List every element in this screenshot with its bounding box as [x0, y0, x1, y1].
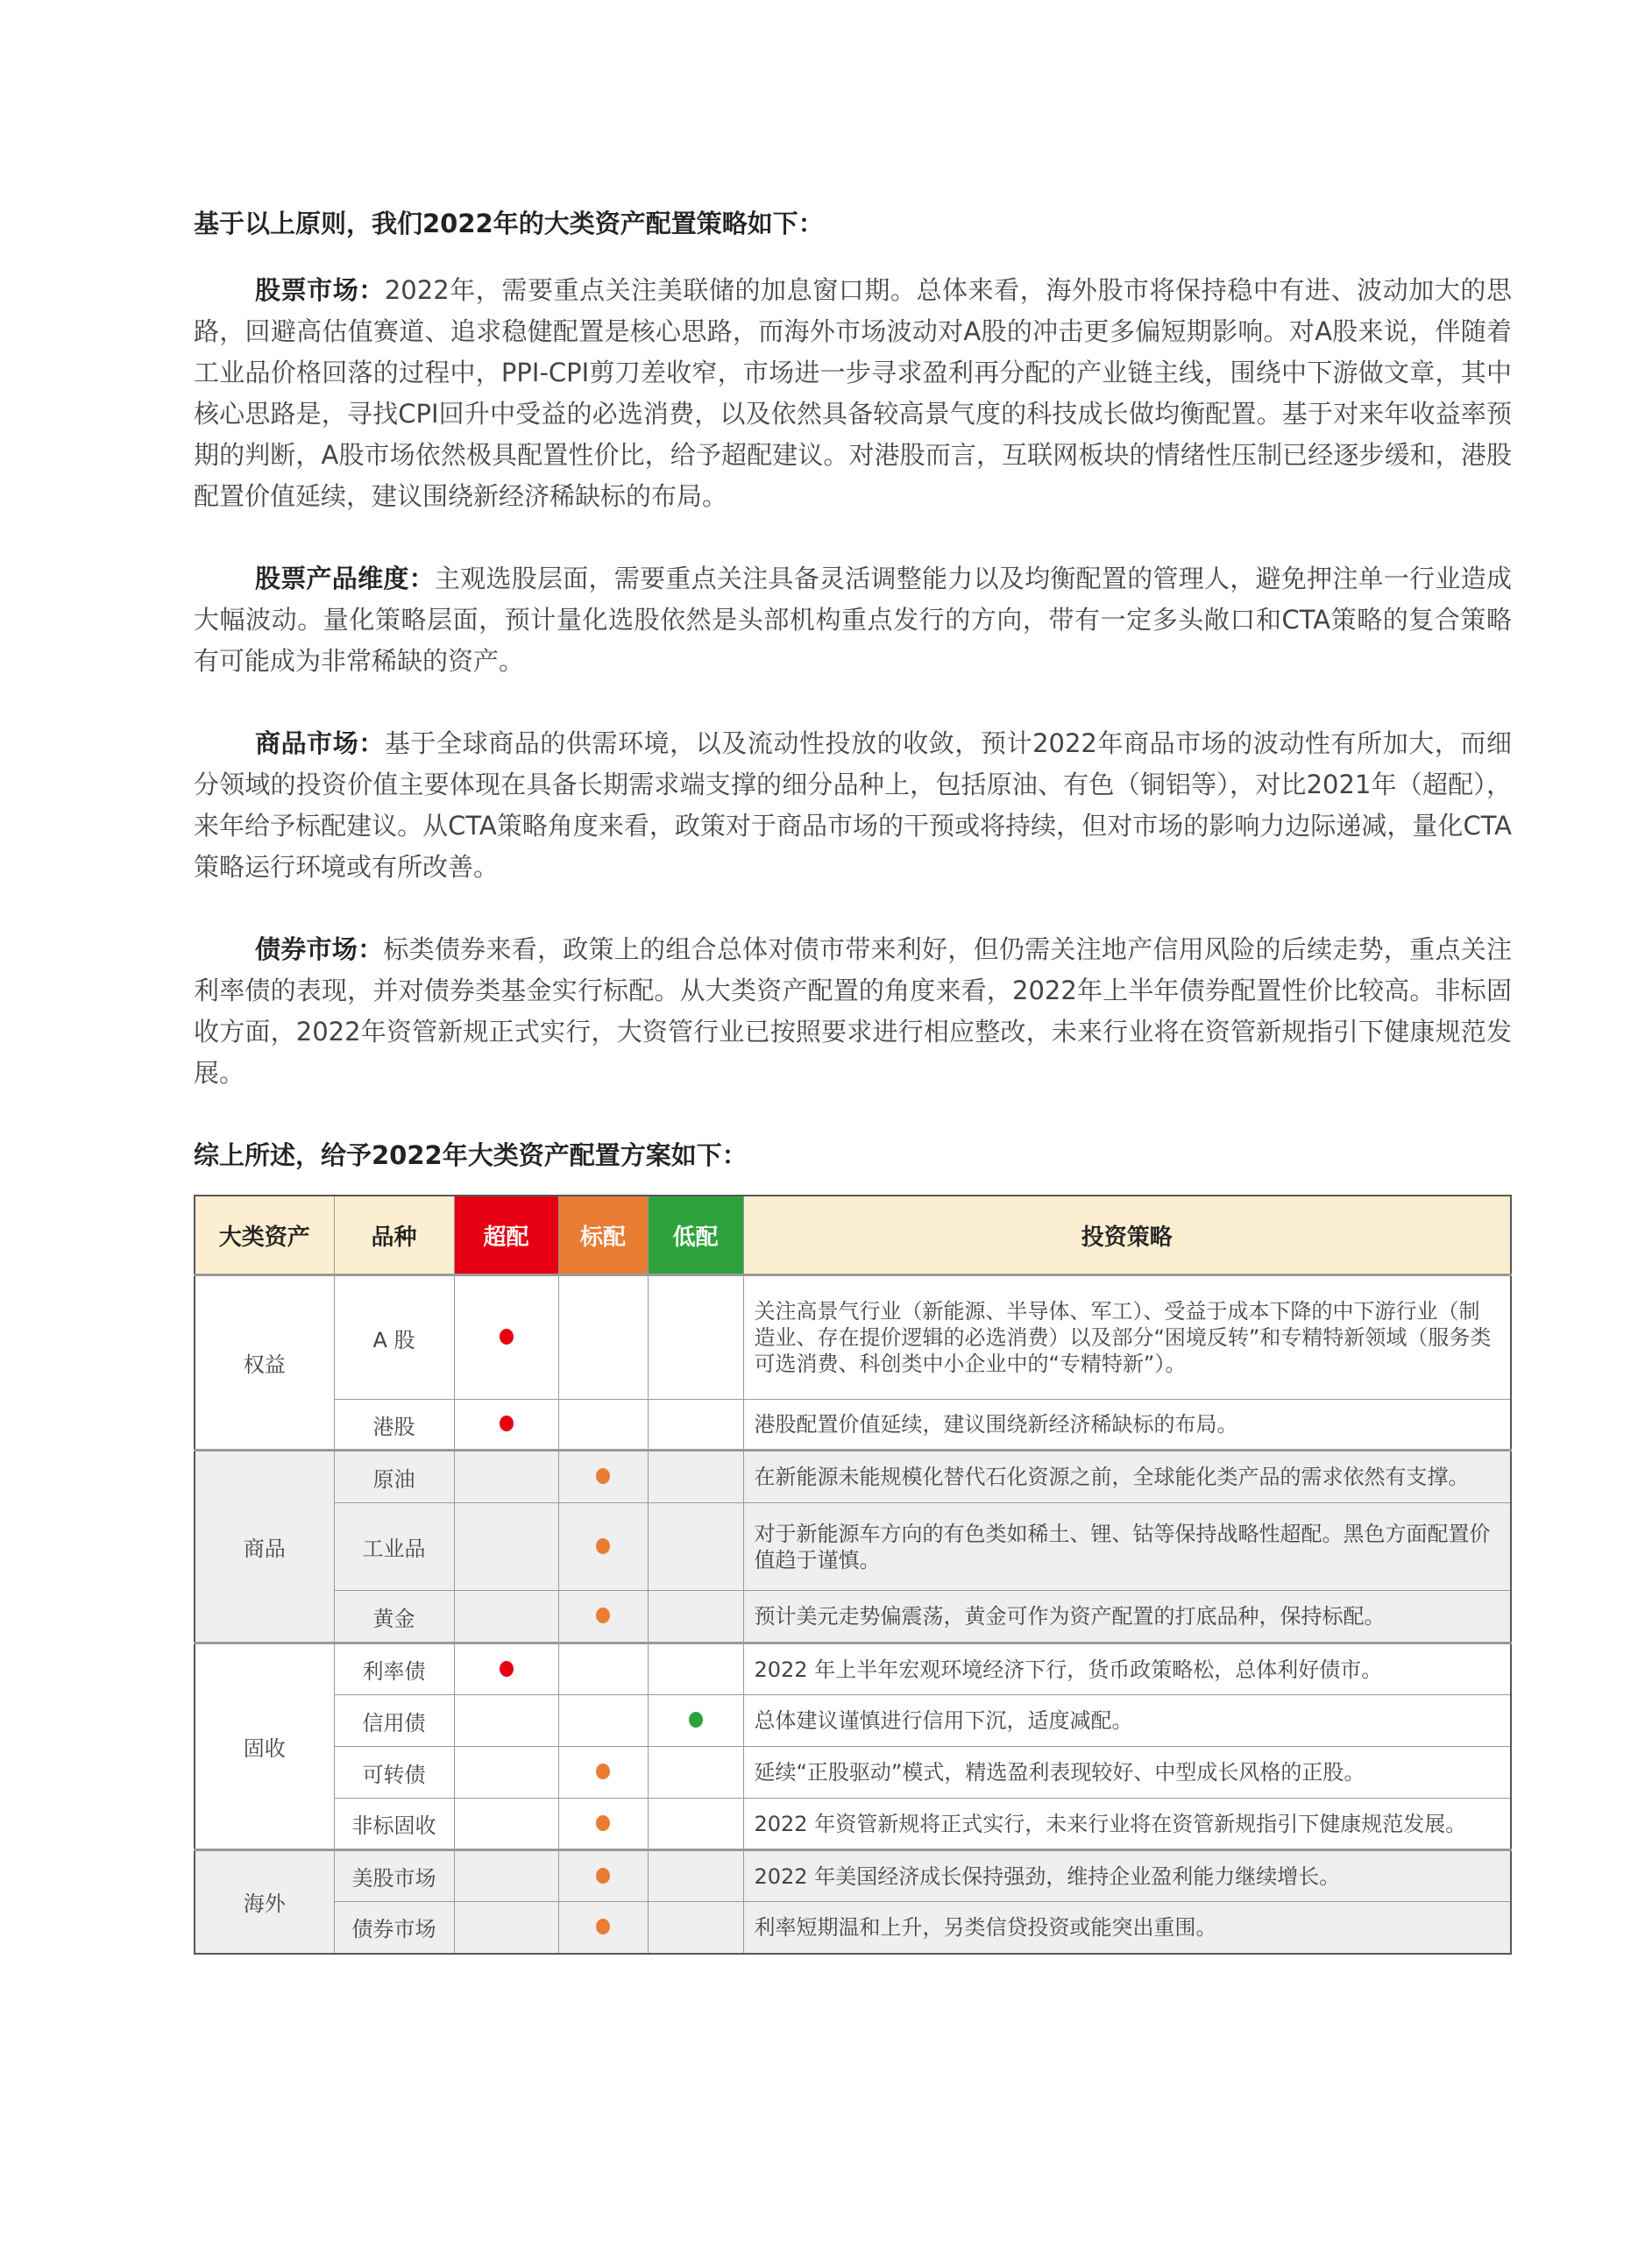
asset-class-cell: 固收: [195, 1643, 334, 1850]
strategy-cell: 总体建议谨慎进行信用下沉，适度减配。: [743, 1695, 1511, 1747]
strategy-cell: 关注高景气行业（新能源、半导体、军工）、受益于成本下降的中下游行业（制造业、存在提价逻辑的必选消费）以及部分“困境反转”和专精特新领域（服务类可选消费、科创类中小企业中的“专精特新”）。: [743, 1275, 1511, 1400]
rating-cell-over: [454, 1902, 558, 1954]
rating-cell-under: [648, 1747, 743, 1799]
variety-cell: 非标固收: [334, 1799, 454, 1850]
header-standard: 标配: [558, 1196, 648, 1275]
table-row: [195, 1747, 1511, 1799]
rating-cell-under: [648, 1799, 743, 1850]
rating-cell-under: [648, 1591, 743, 1643]
table-row: [195, 1400, 1511, 1451]
rating-cell-over: [454, 1850, 558, 1902]
rating-cell-under: [648, 1902, 743, 1954]
rating-cell-standard: [558, 1643, 648, 1695]
table-row: [195, 1695, 1511, 1747]
rating-cell-under: [648, 1695, 743, 1747]
strategy-cell: 2022 年上半年宏观环境经济下行，货币政策略松，总体利好债市。: [743, 1643, 1511, 1695]
rating-cell-over: [454, 1695, 558, 1747]
header-strategy: 投资策略: [743, 1196, 1511, 1275]
strategy-cell: 2022 年美国经济成长保持强劲，维持企业盈利能力继续增长。: [743, 1850, 1511, 1902]
rating-dot-icon: [596, 1919, 610, 1934]
rating-cell-standard: [558, 1275, 648, 1400]
table-row: [195, 1850, 1511, 1902]
rating-cell-standard: [558, 1799, 648, 1850]
rating-cell-over: [454, 1747, 558, 1799]
rating-dot-icon: [596, 1868, 610, 1884]
strategy-cell: 2022 年资管新规将正式实行，未来行业将在资管新规指引下健康规范发展。: [743, 1799, 1511, 1850]
strategy-cell: 预计美元走势偏震荡，黄金可作为资产配置的打底品种，保持标配。: [743, 1591, 1511, 1643]
rating-cell-under: [648, 1503, 743, 1591]
rating-dot-icon: [596, 1468, 610, 1484]
summary-heading: 综上所述，给予2022年大类资产配置方案如下：: [194, 1140, 748, 1170]
variety-cell: 可转债: [334, 1747, 454, 1799]
variety-cell: A 股: [334, 1275, 454, 1400]
variety-cell: 黄金: [334, 1591, 454, 1643]
rating-dot-icon: [500, 1329, 514, 1345]
table-row: [195, 1643, 1511, 1695]
table-row: [195, 1451, 1511, 1503]
paragraph-label: 股票产品维度：: [255, 564, 435, 593]
strategy-cell: 对于新能源车方向的有色类如稀土、锂、钴等保持战略性超配。黑色方面配置价值趋于谨慎。: [743, 1503, 1511, 1591]
rating-cell-under: [648, 1451, 743, 1503]
paragraph-label: 债券市场：: [255, 934, 384, 964]
rating-cell-over: [454, 1275, 558, 1400]
paragraph-label: 股票市场：: [255, 275, 385, 305]
rating-cell-standard: [558, 1902, 648, 1954]
table-row: [195, 1799, 1511, 1850]
paragraph-bond-market: [194, 929, 1512, 1094]
asset-class-cell: 权益: [195, 1275, 334, 1451]
rating-cell-standard: [558, 1747, 648, 1799]
paragraph-text: 2022年，需要重点关注美联储的加息窗口期。总体来看，海外股市将保持稳中有进、波动加大的思路，回避高估值赛道、追求稳健配置是核心思路，而海外市场波动对A股的冲击更多偏短期影响。对A股来说，伴随着工业品价格回落的过程中，PPI-CPI剪刀差收窄，市场进一步寻求盈利再分配的产业链主线，围绕中下游做文章，其中核心思路是，寻找CPI回升中受益的必选消费，以及依然具备较高景气度的科技成长做均衡配置。基于对来年收益率预期的判断，A股市场依然极具配置性价比，给予超配建议。对港股而言，互联网板块的情绪性压制已经逐步缓和，港股配置价值延续，建议围绕新经济稀缺标的布局。: [194, 275, 1512, 511]
rating-cell-standard: [558, 1695, 648, 1747]
rating-cell-under: [648, 1850, 743, 1902]
table-header-row: [195, 1196, 1511, 1275]
rating-cell-standard: [558, 1400, 648, 1451]
table-row: [195, 1275, 1511, 1400]
strategy-cell: 在新能源未能规模化替代石化资源之前，全球能化类产品的需求依然有支撑。: [743, 1451, 1511, 1503]
header-overweight: 超配: [454, 1196, 558, 1275]
rating-dot-icon: [596, 1538, 610, 1554]
rating-cell-standard: [558, 1591, 648, 1643]
asset-class-cell: 商品: [195, 1451, 334, 1643]
rating-cell-standard: [558, 1850, 648, 1902]
rating-dot-icon: [689, 1712, 703, 1728]
paragraph-text: 基于全球商品的供需环境，以及流动性投放的收敛，预计2022年商品市场的波动性有所加大，而细分领域的投资价值主要体现在具备长期需求端支撑的细分品种上，包括原油、有色（铜铝等），对比2021年（超配），来年给予标配建议。从CTA策略角度来看，政策对于商品市场的干预或将持续，但对市场的影响力边际递减，量化CTA策略运行环境或有所改善。: [194, 728, 1512, 882]
paragraph-stock-market: [194, 270, 1512, 517]
document-body: [194, 203, 1512, 1955]
rating-dot-icon: [500, 1416, 514, 1431]
rating-cell-over: [454, 1503, 558, 1591]
strategy-cell: 港股配置价值延续，建议围绕新经济稀缺标的布局。: [743, 1400, 1511, 1451]
rating-cell-over: [454, 1799, 558, 1850]
rating-cell-over: [454, 1643, 558, 1695]
header-asset-class: 大类资产: [195, 1196, 334, 1275]
rating-cell-standard: [558, 1451, 648, 1503]
rating-dot-icon: [596, 1815, 610, 1831]
allocation-table: [194, 1195, 1512, 1955]
header-underweight: 低配: [648, 1196, 743, 1275]
variety-cell: 港股: [334, 1400, 454, 1451]
paragraph-stock-products: [194, 558, 1512, 682]
paragraph-label: 商品市场：: [255, 728, 385, 758]
rating-dot-icon: [596, 1764, 610, 1779]
rating-cell-over: [454, 1451, 558, 1503]
rating-cell-over: [454, 1400, 558, 1451]
table-row: [195, 1591, 1511, 1643]
section-heading: 基于以上原则，我们2022年的大类资产配置策略如下：: [194, 209, 824, 238]
rating-cell-under: [648, 1400, 743, 1451]
asset-class-cell: 海外: [195, 1850, 334, 1954]
rating-cell-under: [648, 1643, 743, 1695]
table-row: [195, 1902, 1511, 1954]
variety-cell: 债券市场: [334, 1902, 454, 1954]
variety-cell: 信用债: [334, 1695, 454, 1747]
table-row: [195, 1503, 1511, 1591]
strategy-cell: 延续“正股驱动”模式，精选盈利表现较好、中型成长风格的正股。: [743, 1747, 1511, 1799]
paragraph-text: 标类债券来看，政策上的组合总体对债市带来利好，但仍需关注地产信用风险的后续走势，重点关注利率债的表现，并对债券类基金实行标配。从大类资产配置的角度来看，2022年上半年债券配置性价比较高。非标固收方面，2022年资管新规正式实行，大资管行业已按照要求进行相应整改，未来行业将在资管新规指引下健康规范发展。: [194, 934, 1512, 1088]
rating-dot-icon: [500, 1661, 514, 1677]
variety-cell: 原油: [334, 1451, 454, 1503]
rating-cell-standard: [558, 1503, 648, 1591]
rating-cell-over: [454, 1591, 558, 1643]
paragraph-text: 主观选股层面，需要重点关注具备灵活调整能力以及均衡配置的管理人，避免押注单一行业造成大幅波动。量化策略层面，预计量化选股依然是头部机构重点发行的方向，带有一定多头敞口和CTA策略的复合策略有可能成为非常稀缺的资产。: [194, 564, 1512, 676]
variety-cell: 利率债: [334, 1643, 454, 1695]
variety-cell: 工业品: [334, 1503, 454, 1591]
paragraph-commodity-market: [194, 723, 1512, 888]
strategy-cell: 利率短期温和上升，另类信贷投资或能突出重围。: [743, 1902, 1511, 1954]
rating-dot-icon: [596, 1608, 610, 1623]
header-variety: 品种: [334, 1196, 454, 1275]
rating-cell-under: [648, 1275, 743, 1400]
variety-cell: 美股市场: [334, 1850, 454, 1902]
